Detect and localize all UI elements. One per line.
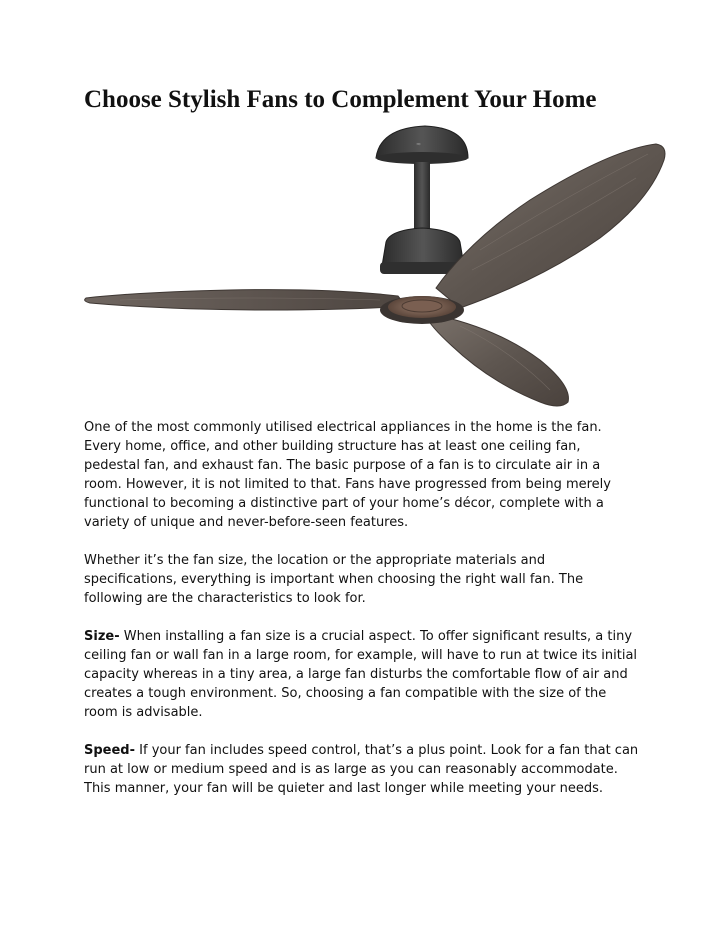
paragraph-characteristics	[84, 551, 640, 608]
paragraph-text: When installing a fan size is a crucial aspect. To offer significant results, a tiny ceiling fan or wall fan in a large room, for example, will have to run at twice its initial capacity whereas in a tiny area, a large fan disturbs the comfortable flow of air and creates a tough environment. So, choosing a fan compatible with the size of the room is advisable.	[84, 629, 638, 720]
svg-text:≈: ≈	[416, 141, 422, 148]
ceiling-fan-image	[80, 120, 670, 410]
paragraph-intro	[84, 418, 640, 532]
fan-canopy	[376, 126, 468, 164]
paragraph-speed	[84, 741, 640, 798]
page-title: Choose Stylish Fans to Complement Your Home	[84, 86, 597, 113]
paragraph-size	[84, 627, 640, 722]
paragraph-text: If your fan includes speed control, that’s a plus point. Look for a fan that can run at low or medium speed and is as large as you can reasonably accommodate. This manner, your fan will be quieter and last longer while meeting your needs.	[84, 743, 639, 796]
fan-blade-right	[436, 144, 665, 308]
paragraph-text: One of the most commonly utilised electrical appliances in the home is the fan. Every home, office, and other building structure has at least one ceiling fan, pedestal fan, and exhaust fan. The basic purpose of a fan is to circulate air in a room. However, it is not limited to that. Fans have progressed from being merely functional to becoming a distinctive part of your home’s décor, complete with a variety of unique and never-before-seen features.	[84, 420, 611, 530]
paragraph-text: Whether it’s the fan size, the location or the appropriate materials and specifications, everything is important when choosing the right wall fan. The following are the characteristics to look for.	[84, 553, 584, 606]
paragraph-lead-size: Size-	[84, 629, 120, 644]
fan-hub	[380, 296, 464, 324]
fan-blade-bottom	[426, 316, 568, 406]
paragraph-lead-speed: Speed-	[84, 743, 136, 758]
ceiling-fan-illustration	[80, 120, 670, 410]
article-body	[84, 418, 640, 817]
